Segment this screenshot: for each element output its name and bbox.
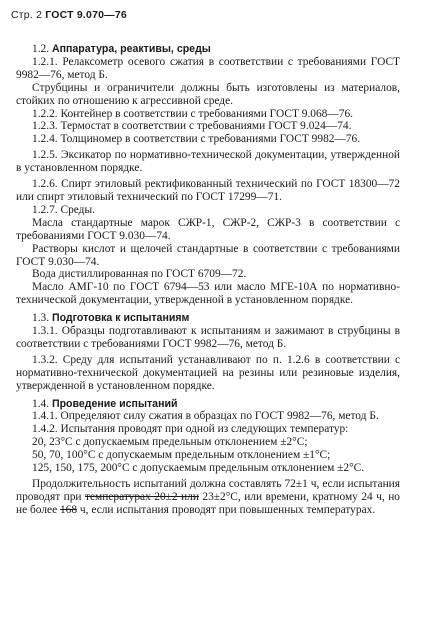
document-body	[16, 38, 400, 517]
paragraph: 1.2.4. Толщиномер в соответствии с требованиями ГОСТ 9982—76.	[32, 133, 361, 146]
temperature-line: 50, 70, 100°С с допускаемым предельным отклонением ±1°С;	[32, 449, 331, 462]
section-heading	[16, 43, 400, 56]
section-title: Подготовка к испытаниям	[51, 312, 190, 325]
paragraph: 125, 150, 175, 200°С с допускаемым предельным отклонением ±2°С.	[32, 462, 365, 475]
paragraph: Струбцины и ограничители должны быть изготовлены из материалов, стойких по отношению к агрессивной среде.	[16, 81, 400, 107]
paragraph: Растворы кислот и щелочей стандартные в соответствии с требованиями ГОСТ 9.030—74.	[16, 242, 400, 268]
section-heading	[16, 312, 400, 325]
paragraph: Масла стандартные марок СЖР-1, СЖР-2, СЖР-3 в соответствии с требованиями ГОСТ 9.030—74.	[16, 216, 400, 242]
paragraph: 1.2.3. Термостат в соответствии с требованиями ГОСТ 9.024—74.	[32, 120, 352, 133]
duration-text: ч, если испытания проводят при повышенных температурах.	[77, 503, 376, 516]
paragraph: 1.4.1. Определяют силу сжатия в образцах по ГОСТ 9982—76, метод Б.	[32, 410, 379, 423]
temperature-line: 20, 23°С с допускаемым предельным отклонением ±2°С;	[32, 436, 308, 449]
struck-text: 168	[59, 503, 78, 516]
paragraph: 1.2.1. Релаксометр осевого сжатия в соответствии с требованиями ГОСТ 9982—76, метод Б.	[16, 55, 400, 81]
paragraph: Вода дистиллированная по ГОСТ 6709—72.	[32, 268, 247, 281]
section-title: Проведение испытаний	[51, 397, 178, 410]
section-title: Аппаратура, реактивы, среды	[51, 43, 211, 55]
section-heading	[16, 398, 400, 411]
paragraph: 1.3.2. Среду для испытаний устанавливают по п. 1.2.6 в соответствии с нормативно-технической документацией на резины или резиновые изделия, утвержденной в установленном порядке.	[16, 353, 400, 392]
struck-text: температурах 20±2 или	[84, 490, 199, 503]
duration-text: Продолжительность испытаний должна составлять 72±1 ч, если испытания проводят при	[16, 478, 400, 503]
paragraph: 1.2.5. Эксикатор по нормативно-технической документации, утвержденной в установленном порядке.	[16, 149, 400, 175]
page-header	[11, 9, 127, 21]
section-number: 1.3.	[32, 312, 50, 325]
duration-text: 23±2°С, или времени, кратному 24 ч, но не более	[16, 490, 400, 516]
paragraph: 1.2.2. Контейнер в соответствии с требованиями ГОСТ 9.068—76.	[32, 107, 354, 120]
duration-paragraph	[16, 478, 400, 517]
section-number: 1.2.	[32, 43, 50, 55]
paragraph: 1.2.6. Спирт этиловый ректификованный технический по ГОСТ 18300—72 или спирт этиловый технический по ГОСТ 17299—71.	[16, 178, 400, 203]
paragraph: Масло АМГ-10 по ГОСТ 6794—53 или масло МГЕ-10А по нормативно-технической документации, утвержденной в установленном порядке.	[16, 281, 400, 307]
paragraph: 1.3.1. Образцы подготавливают к испытаниям и зажимают в струбцины в соответствии с требованиями ГОСТ 9982—76, метод Б.	[16, 325, 400, 350]
document-code: ГОСТ 9.070—76	[45, 9, 127, 21]
paragraph: 1.4.2. Испытания проводят при одной из следующих температур:	[32, 423, 349, 436]
paragraph: 1.2.7. Среды.	[32, 203, 95, 216]
section-number: 1.4.	[32, 397, 50, 410]
page-number: Стр. 2	[11, 9, 43, 21]
